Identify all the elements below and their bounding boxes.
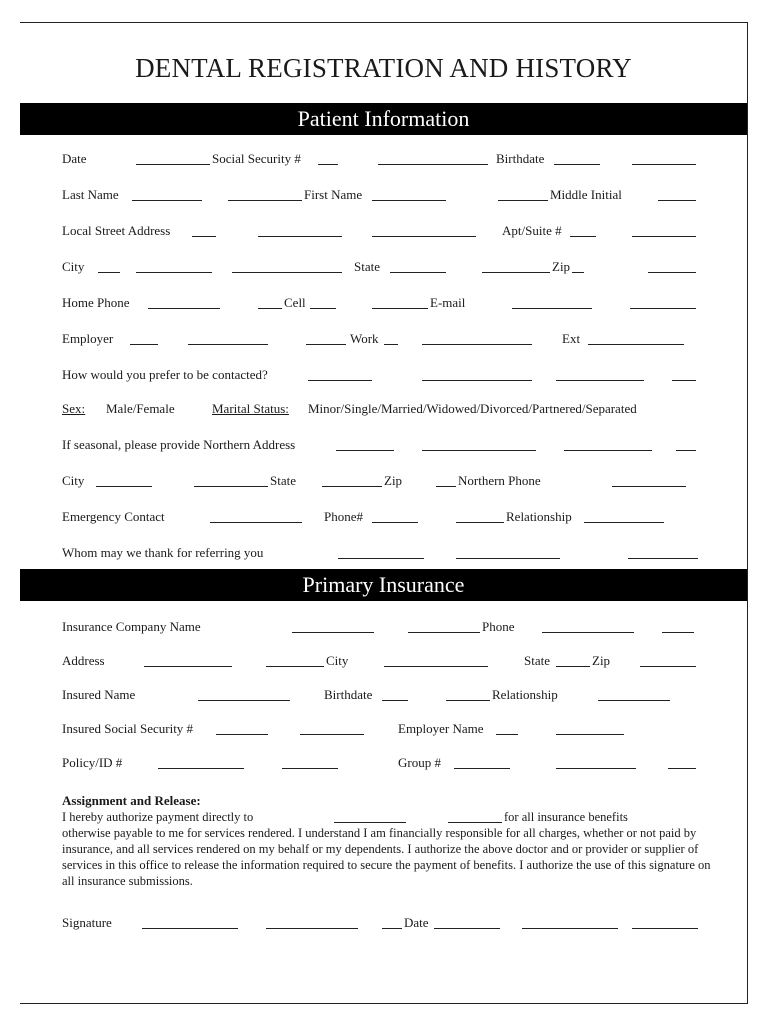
- work-field-2[interactable]: [422, 344, 532, 345]
- referral-field-3[interactable]: [628, 558, 698, 559]
- ins-phone-label: Phone: [482, 619, 515, 634]
- street-field[interactable]: [192, 236, 216, 237]
- street-field-2[interactable]: [258, 236, 342, 237]
- sig-date-label: Date: [404, 915, 429, 930]
- employer-name-label: Employer Name: [398, 721, 484, 736]
- ins-relationship-field[interactable]: [598, 700, 670, 701]
- date-field[interactable]: [136, 164, 210, 165]
- payee-field[interactable]: [334, 822, 406, 823]
- employer-label: Employer: [62, 331, 114, 346]
- northern-zip-field[interactable]: [436, 486, 456, 487]
- work-field-pre[interactable]: [306, 344, 346, 345]
- state-field[interactable]: [390, 272, 446, 273]
- policy-label: Policy/ID #: [62, 755, 123, 770]
- ins-zip-label: Zip: [592, 653, 611, 668]
- policy-field-2[interactable]: [282, 768, 338, 769]
- email-field-2[interactable]: [630, 308, 696, 309]
- contact-pref-field-2[interactable]: [422, 380, 532, 381]
- ins-relationship-pre[interactable]: [446, 700, 490, 701]
- seasonal-label: If seasonal, please provide Northern Address: [62, 437, 296, 452]
- birthdate-label: Birthdate: [496, 151, 545, 166]
- contact-pref-label: How would you prefer to be contacted?: [62, 367, 268, 382]
- signature-field[interactable]: [142, 928, 238, 929]
- ins-company-label: Insurance Company Name: [62, 619, 201, 634]
- email-field-pre[interactable]: [372, 308, 428, 309]
- work-field[interactable]: [384, 344, 398, 345]
- ins-phone-field-2[interactable]: [662, 632, 694, 633]
- northern-zip-label: Zip: [384, 473, 403, 488]
- street-label: Local Street Address: [62, 223, 171, 238]
- ssn-field-2[interactable]: [378, 164, 488, 165]
- date-label: Date: [62, 151, 87, 166]
- form-title: DENTAL REGISTRATION AND HISTORY: [135, 53, 632, 83]
- emergency-field[interactable]: [210, 522, 302, 523]
- group-field-3[interactable]: [668, 768, 696, 769]
- sig-date-pre[interactable]: [382, 928, 402, 929]
- relationship-field[interactable]: [584, 522, 664, 523]
- birthdate-field[interactable]: [554, 164, 600, 165]
- ins-address-field[interactable]: [144, 666, 232, 667]
- group-field-2[interactable]: [556, 768, 636, 769]
- middle-initial-label: Middle Initial: [550, 187, 622, 202]
- last-name-field[interactable]: [132, 200, 202, 201]
- ins-phone-field[interactable]: [542, 632, 634, 633]
- ins-state-field[interactable]: [556, 666, 590, 667]
- first-name-field-2[interactable]: [498, 200, 548, 201]
- assignment-heading: Assignment and Release:: [62, 793, 201, 808]
- ssn-label: Social Security #: [212, 151, 301, 166]
- group-field[interactable]: [454, 768, 510, 769]
- ssn-field[interactable]: [318, 164, 338, 165]
- insured-name-field[interactable]: [198, 700, 290, 701]
- email-field[interactable]: [512, 308, 592, 309]
- birthdate-field-2[interactable]: [632, 164, 696, 165]
- cell-field-pre[interactable]: [258, 308, 282, 309]
- sex-options[interactable]: Male/Female: [106, 401, 175, 416]
- signature-field-2[interactable]: [266, 928, 358, 929]
- zip-field-2[interactable]: [648, 272, 696, 273]
- work-label: Work: [350, 331, 379, 346]
- emergency-phone-label: Phone#: [324, 509, 363, 524]
- city-field-2[interactable]: [136, 272, 212, 273]
- cell-field[interactable]: [310, 308, 336, 309]
- referral-field-2[interactable]: [456, 558, 560, 559]
- ins-zip-field[interactable]: [640, 666, 696, 667]
- cell-label: Cell: [284, 295, 306, 310]
- referral-label: Whom may we thank for referring you: [62, 545, 264, 560]
- signature-label: Signature: [62, 915, 112, 930]
- sig-date-field-3[interactable]: [632, 928, 698, 929]
- street-field-3[interactable]: [372, 236, 476, 237]
- city-label: City: [62, 259, 85, 274]
- ext-label: Ext: [562, 331, 581, 346]
- city-field[interactable]: [98, 272, 120, 273]
- emergency-label: Emergency Contact: [62, 509, 165, 524]
- section-header-patient: Patient Information: [20, 103, 747, 135]
- first-name-field[interactable]: [372, 200, 446, 201]
- relationship-label: Relationship: [506, 509, 572, 524]
- employer-field-2[interactable]: [188, 344, 268, 345]
- referral-field[interactable]: [338, 558, 424, 559]
- city-field-3[interactable]: [232, 272, 342, 273]
- seasonal-field-2[interactable]: [422, 450, 536, 451]
- form-page: [20, 22, 748, 1004]
- employer-name-field[interactable]: [496, 734, 518, 735]
- ins-state-label: State: [524, 653, 550, 668]
- section-header-insurance: Primary Insurance: [20, 569, 747, 601]
- northern-phone-field[interactable]: [612, 486, 686, 487]
- northern-phone-label: Northern Phone: [458, 473, 541, 488]
- home-phone-label: Home Phone: [62, 295, 130, 310]
- northern-city-field-2[interactable]: [194, 486, 268, 487]
- seasonal-field-4[interactable]: [676, 450, 696, 451]
- seasonal-field-3[interactable]: [564, 450, 652, 451]
- payee-field-2[interactable]: [448, 822, 502, 823]
- contact-pref-field-4[interactable]: [672, 380, 696, 381]
- contact-pref-field-3[interactable]: [556, 380, 644, 381]
- ins-relationship-label: Relationship: [492, 687, 558, 702]
- ins-birthdate-label: Birthdate: [324, 687, 373, 702]
- insured-ssn-label: Insured Social Security #: [62, 721, 194, 736]
- ins-city-label: City: [326, 653, 349, 668]
- assignment-line1-tail: for all insurance benefits: [504, 810, 628, 824]
- employer-name-field-2[interactable]: [556, 734, 624, 735]
- marital-options[interactable]: Minor/Single/Married/Widowed/Divorced/Partnered/Separated: [308, 401, 637, 416]
- group-label: Group #: [398, 755, 441, 770]
- marital-label: Marital Status:: [212, 401, 289, 416]
- state-label: State: [354, 259, 380, 274]
- middle-initial-field[interactable]: [658, 200, 696, 201]
- first-name-label: First Name: [304, 187, 363, 202]
- northern-state-label: State: [270, 473, 296, 488]
- assignment-line1-text: I hereby authorize payment directly to: [62, 810, 254, 824]
- policy-field[interactable]: [158, 768, 244, 769]
- northern-city-label: City: [62, 473, 85, 488]
- apt-label: Apt/Suite #: [502, 223, 562, 238]
- zip-label: Zip: [552, 259, 571, 274]
- insured-ssn-field[interactable]: [216, 734, 268, 735]
- ins-address-label: Address: [62, 653, 105, 668]
- apt-field-2[interactable]: [632, 236, 696, 237]
- ins-city-field-pre[interactable]: [266, 666, 324, 667]
- contact-pref-field[interactable]: [308, 380, 372, 381]
- ins-company-field[interactable]: [292, 632, 374, 633]
- state-field-2[interactable]: [482, 272, 550, 273]
- apt-field[interactable]: [570, 236, 596, 237]
- sig-date-field-2[interactable]: [522, 928, 618, 929]
- sig-date-field[interactable]: [434, 928, 500, 929]
- last-name-field-2[interactable]: [228, 200, 302, 201]
- assignment-body: otherwise payable to me for services rendered. I understand I am financially responsible for all charges, whether or not paid by insurance, and all services rendered on my behalf or my dependents. I authorize the above doctor and or provider or supplier of services in this office to release the information required to secure the payment of benefits. I authorize the use of this signature on all insurance submissions.: [62, 826, 711, 888]
- emergency-phone-field[interactable]: [372, 522, 418, 523]
- northern-state-field[interactable]: [322, 486, 382, 487]
- ins-birthdate-field[interactable]: [382, 700, 408, 701]
- ext-field[interactable]: [588, 344, 684, 345]
- sex-label: Sex:: [62, 401, 86, 416]
- relationship-field-pre[interactable]: [456, 522, 504, 523]
- ins-city-field[interactable]: [384, 666, 488, 667]
- zip-field[interactable]: [572, 272, 584, 273]
- insured-ssn-field-2[interactable]: [300, 734, 364, 735]
- insured-name-label: Insured Name: [62, 687, 136, 702]
- seasonal-field[interactable]: [336, 450, 394, 451]
- ins-company-field-2[interactable]: [408, 632, 480, 633]
- home-phone-field[interactable]: [148, 308, 220, 309]
- email-label: E-mail: [430, 295, 466, 310]
- last-name-label: Last Name: [62, 187, 119, 202]
- employer-field[interactable]: [130, 344, 158, 345]
- northern-city-field[interactable]: [96, 486, 152, 487]
